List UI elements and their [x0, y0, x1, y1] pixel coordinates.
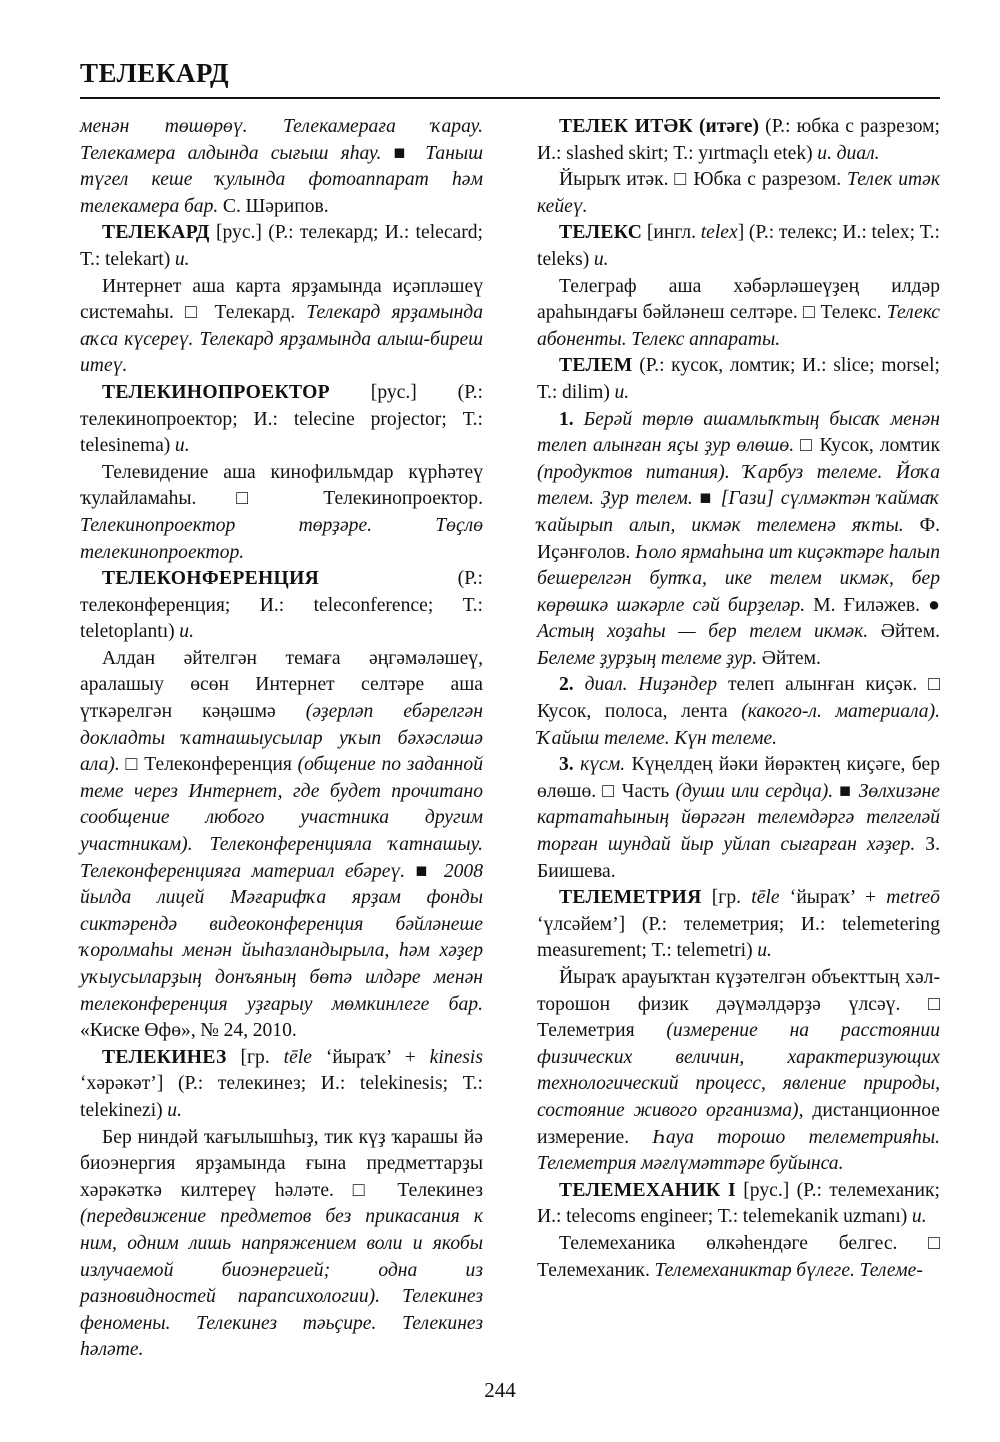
italic-text: Һоло ярмаһына ит киҫәктәре һалып бешерелгән бутҡа, ике телем икмәк, бер көрөшкә шәкәрле сәй бирҙеләр.: [537, 541, 940, 616]
entry-paragraph: [80, 274, 483, 380]
text-run: Йыраҡ арауыҡтан күҙәтелгән объекттың хәл-торошон физик дәүмәлдәрҙә үлсәү. □ Телеметрия: [537, 967, 940, 1042]
headword: ТЕЛЕКС: [559, 222, 643, 244]
italic-text: и.: [174, 248, 190, 270]
text-run: Телеграф аша хәбәрләшеүҙең илдәр араһындағы бәйләнеш селтәре. □ Телекс.: [537, 275, 940, 324]
text-run: (Р.: кусок, ломтик; И.: slice; morsel; Т.: dilim): [537, 355, 940, 403]
italic-text: и.: [593, 248, 609, 270]
text-run: [рус.] (Р.: телекинопроектор; И.: telecine projector; Т.: telesinema): [80, 381, 483, 457]
italic-text: и.: [911, 1206, 927, 1228]
right-column: [537, 114, 940, 1284]
italic-text: (какого-л. материала). Ҡайыш телеме. Күн телеме.: [537, 701, 940, 749]
italic-text: (передвижение предметов без прикасания к ним, одним лишь напряжением воли и якобы излучаемой биоэнергией; одна из разновидностей парапсихологии). Телекинез феномены. Телекинез тәьҫире. Телекинез һәләте.: [80, 1206, 483, 1361]
entry-headword-line: [80, 220, 483, 273]
headword: ТЕЛЕКОНФЕРЕНЦИЯ: [102, 568, 320, 590]
text-run: ‘хәрәкәт’] (Р.: телекинез; И.: telekinesis; Т.: telekinezi): [80, 1073, 483, 1121]
italic-text: Телекинопроектор төрҙәре. Төҫлө телекинопроектор.: [80, 514, 483, 563]
text-run: [гр.: [701, 887, 752, 909]
text-run: «Киске Өфө», № 24, 2010.: [80, 1020, 297, 1042]
text-run: Әйтем.: [757, 647, 821, 669]
text-run: [ингл.: [642, 222, 701, 244]
entry-paragraph: [537, 167, 940, 220]
entry-paragraph: [80, 460, 483, 566]
text-run: (Р.: телеконференция; И.: teleconference; Т.: teletoplantı): [80, 568, 483, 643]
entry-paragraph: [537, 407, 940, 673]
text-run: ‘йыраҡ’ +: [311, 1046, 430, 1068]
italic-text: metreō: [886, 887, 940, 909]
italic-text: (әҙерләп ебәрелгән докладты ҡатнашыусылар уҡып бәхәсләшә ала).: [80, 701, 483, 776]
bold-text: (итәге): [692, 116, 760, 137]
italic-text: менән төшөрөү. Телекамераға ҡарау. Телекамера алдында сығыш яһау.: [80, 116, 483, 164]
entry-paragraph: [537, 274, 940, 354]
page-number: 244: [484, 1378, 516, 1402]
italic-text: Һауа торошо телеметрияһы. Телеметрия мәғлүмәттәре буйынса.: [537, 1126, 941, 1175]
running-head: ТЕЛЕКАРД: [80, 58, 230, 88]
text-run: Ф. Иҫәнғолов.: [537, 514, 940, 563]
italic-text: и.: [167, 1099, 182, 1121]
text-run: З. Биишева.: [537, 834, 940, 882]
italic-text: и.: [757, 940, 772, 962]
text-run: ■: [393, 142, 426, 164]
italic-text: Зөлхизәне картатаһының йөрәгән телемдәргә телгеләй торған шундай йыр уйлап сығарған хәҙер.: [537, 780, 940, 856]
headword: ТЕЛЕМ: [559, 355, 633, 377]
italic-text: (души или сердца).: [675, 780, 834, 802]
entry-paragraph: [537, 752, 940, 885]
italic-text: tēle: [283, 1046, 312, 1068]
italic-text: Берәй төрлө ашамлыҡтың бысаҡ менән телеп алынған яҫы ҙур өлөшө.: [537, 408, 941, 457]
italic-text: tēle: [751, 887, 780, 909]
bold-text: 3.: [559, 754, 581, 776]
bold-text: 2.: [559, 674, 585, 696]
text-run: Бер ниндәй ҡағылышһыҙ, тик күҙ ҡарашы йә биоэнергия ярҙамында ғына предметтарҙы хәрәкәткә килтереү һәләте. □ Телекинез: [80, 1126, 483, 1201]
italic-text: күсм.: [580, 754, 626, 776]
entry-paragraph: [80, 646, 483, 1045]
text-run: ■: [833, 780, 859, 802]
headword: ТЕЛЕМЕХАНИК I: [559, 1179, 736, 1201]
text-run: М. Ғиләжев. ●: [805, 594, 940, 616]
italic-text: Телекс абоненты. Телекс аппараты.: [537, 302, 940, 350]
italic-text: и. диал.: [817, 142, 880, 164]
headword: ТЕЛЕКАРД: [102, 222, 210, 244]
text-run: [рус.] (Р.: телемеханик; И.: telecoms engineer; Т.: telemekanik uzmanı): [537, 1179, 940, 1228]
italic-text: (продуктов питания). Ҡарбуз телеме. Йоҡа телем. Ҙур телем.: [537, 461, 940, 510]
italic-text: и.: [174, 435, 190, 457]
text-run: Телемеханика өлкәһендәге белгес. □ Телемеханик.: [537, 1232, 940, 1281]
bold-text: 1.: [559, 408, 584, 430]
entry-headword-line: [537, 353, 940, 406]
entry-headword-line: [537, 114, 940, 167]
entry-headword-line: [537, 220, 940, 273]
italic-text: [Гази] сүлмәктән ҡаймаҡ ҡайырып алып, икмәк телеменә яҡты.: [537, 488, 940, 536]
text-run: Интернет аша карта ярҙамында иҫәпләшеү системаһы. □ Телекард.: [80, 275, 483, 324]
text-run: ‘йыраҡ’ +: [779, 887, 887, 909]
entry-paragraph: [537, 672, 940, 752]
text-run: ■: [405, 860, 444, 882]
entry-paragraph: [80, 1125, 483, 1364]
text-run: Әйтем.: [868, 621, 940, 643]
entry-headword-line: [537, 885, 940, 965]
italic-text: (измерение на расстоянии физических величин, характеризующих технологический процесс, явление природы, состояние живого организма),: [537, 1020, 940, 1121]
text-run: [рус.] (Р.: телекард; И.: telecard; Т.: telekart): [80, 222, 483, 270]
text-run: □ Кусок, ломтик: [794, 435, 940, 457]
entry-paragraph: [537, 1231, 940, 1284]
entry-headword-line: [537, 1178, 940, 1231]
italic-text: Телек итәк кейеү.: [537, 169, 940, 217]
entry-paragraph: [80, 114, 483, 220]
text-run: □ Телеконференция: [119, 754, 298, 776]
headword: ТЕЛЕКИНОПРОЕКТОР: [102, 381, 330, 403]
entry-headword-line: [80, 566, 483, 646]
text-run: (Р.: юбка с разрезом; И.: slashed skirt; Т.: yırtmaçlı etek): [537, 116, 940, 164]
italic-text: Телемеханиктар бүлеге. Телеме-: [654, 1259, 923, 1281]
text-run: Алдан әйтелгән темаға әңгәмәләшеү, аралашыу өсөн Интернет селтәре аша үткәрелгән кәңәшмә: [80, 647, 483, 723]
entry-paragraph: [537, 965, 940, 1178]
text-run: Күңелдең йәки йөрәктең киҫәге, бер өлөшө. □ Часть: [537, 754, 941, 802]
header-rule: [80, 97, 940, 99]
italic-text: Белеме ҙурҙың телеме ҙур.: [537, 647, 758, 669]
italic-text: telex: [700, 222, 738, 244]
entry-headword-line: [80, 380, 483, 460]
italic-text: Таныш түгел кеше ҡулында фотоаппарат һәм телекамера бар.: [80, 142, 483, 217]
text-run: ] (Р.: телекс; И.: telex; Т.: teleks): [537, 222, 940, 270]
text-run: телеп алынған киҫәк. □ Кусок, полоса, лента: [537, 674, 941, 723]
italic-text: (общение по заданной теме через Интернет, где будет прочитано сообщение любого участника другим участникам). Телеконференцияла ҡатнашыу. Телеконференцияға материал ебәреү.: [80, 754, 483, 882]
headword: ТЕЛЕК ИТӘК: [559, 116, 693, 137]
entry-headword-line: [80, 1045, 483, 1125]
text-run: дистанционное измерение.: [537, 1099, 940, 1148]
text-run: ‘үлсәйем’] (Р.: телеметрия; И.: telemetering measurement; Т.: telemetri): [537, 913, 940, 962]
italic-text: Телекард ярҙамында аҡса күсереү. Телекард ярҙамында алыш-биреш итеү.: [80, 302, 483, 377]
headword: ТЕЛЕКИНЕЗ: [102, 1046, 227, 1068]
italic-text: Астың хоҙаһы — бер телем икмәк.: [537, 621, 869, 643]
italic-text: диал. Ниҙәндер: [584, 674, 718, 696]
text-run: Йырыҡ итәк. □ Юбка с разрезом.: [559, 169, 848, 191]
text-run: [гр.: [226, 1046, 284, 1068]
italic-text: и.: [614, 381, 630, 403]
text-run: ■: [692, 488, 721, 510]
headword: ТЕЛЕМЕТРИЯ: [559, 887, 702, 909]
left-column: [80, 114, 483, 1364]
text-run: С. Шәрипов.: [218, 195, 329, 217]
italic-text: и.: [179, 621, 194, 643]
text-run: Телевидение аша кинофильмдар күрһәтеү ҡулайламаһы. □ Телекинопроектор.: [80, 461, 483, 510]
italic-text: kinesis: [429, 1046, 483, 1068]
italic-text: 2008 йылда лицей Мәғарифҡа ярҙам фонды сиктәрендә видеоконференция бәйләнеше ҡоролмаһы менән йыһазландырыла, һәм хәҙер уҡыусыларҙың донъяның бөтә илдәре менән телеконференция уҙғарыу мөмкинлеге бар.: [80, 860, 483, 1015]
